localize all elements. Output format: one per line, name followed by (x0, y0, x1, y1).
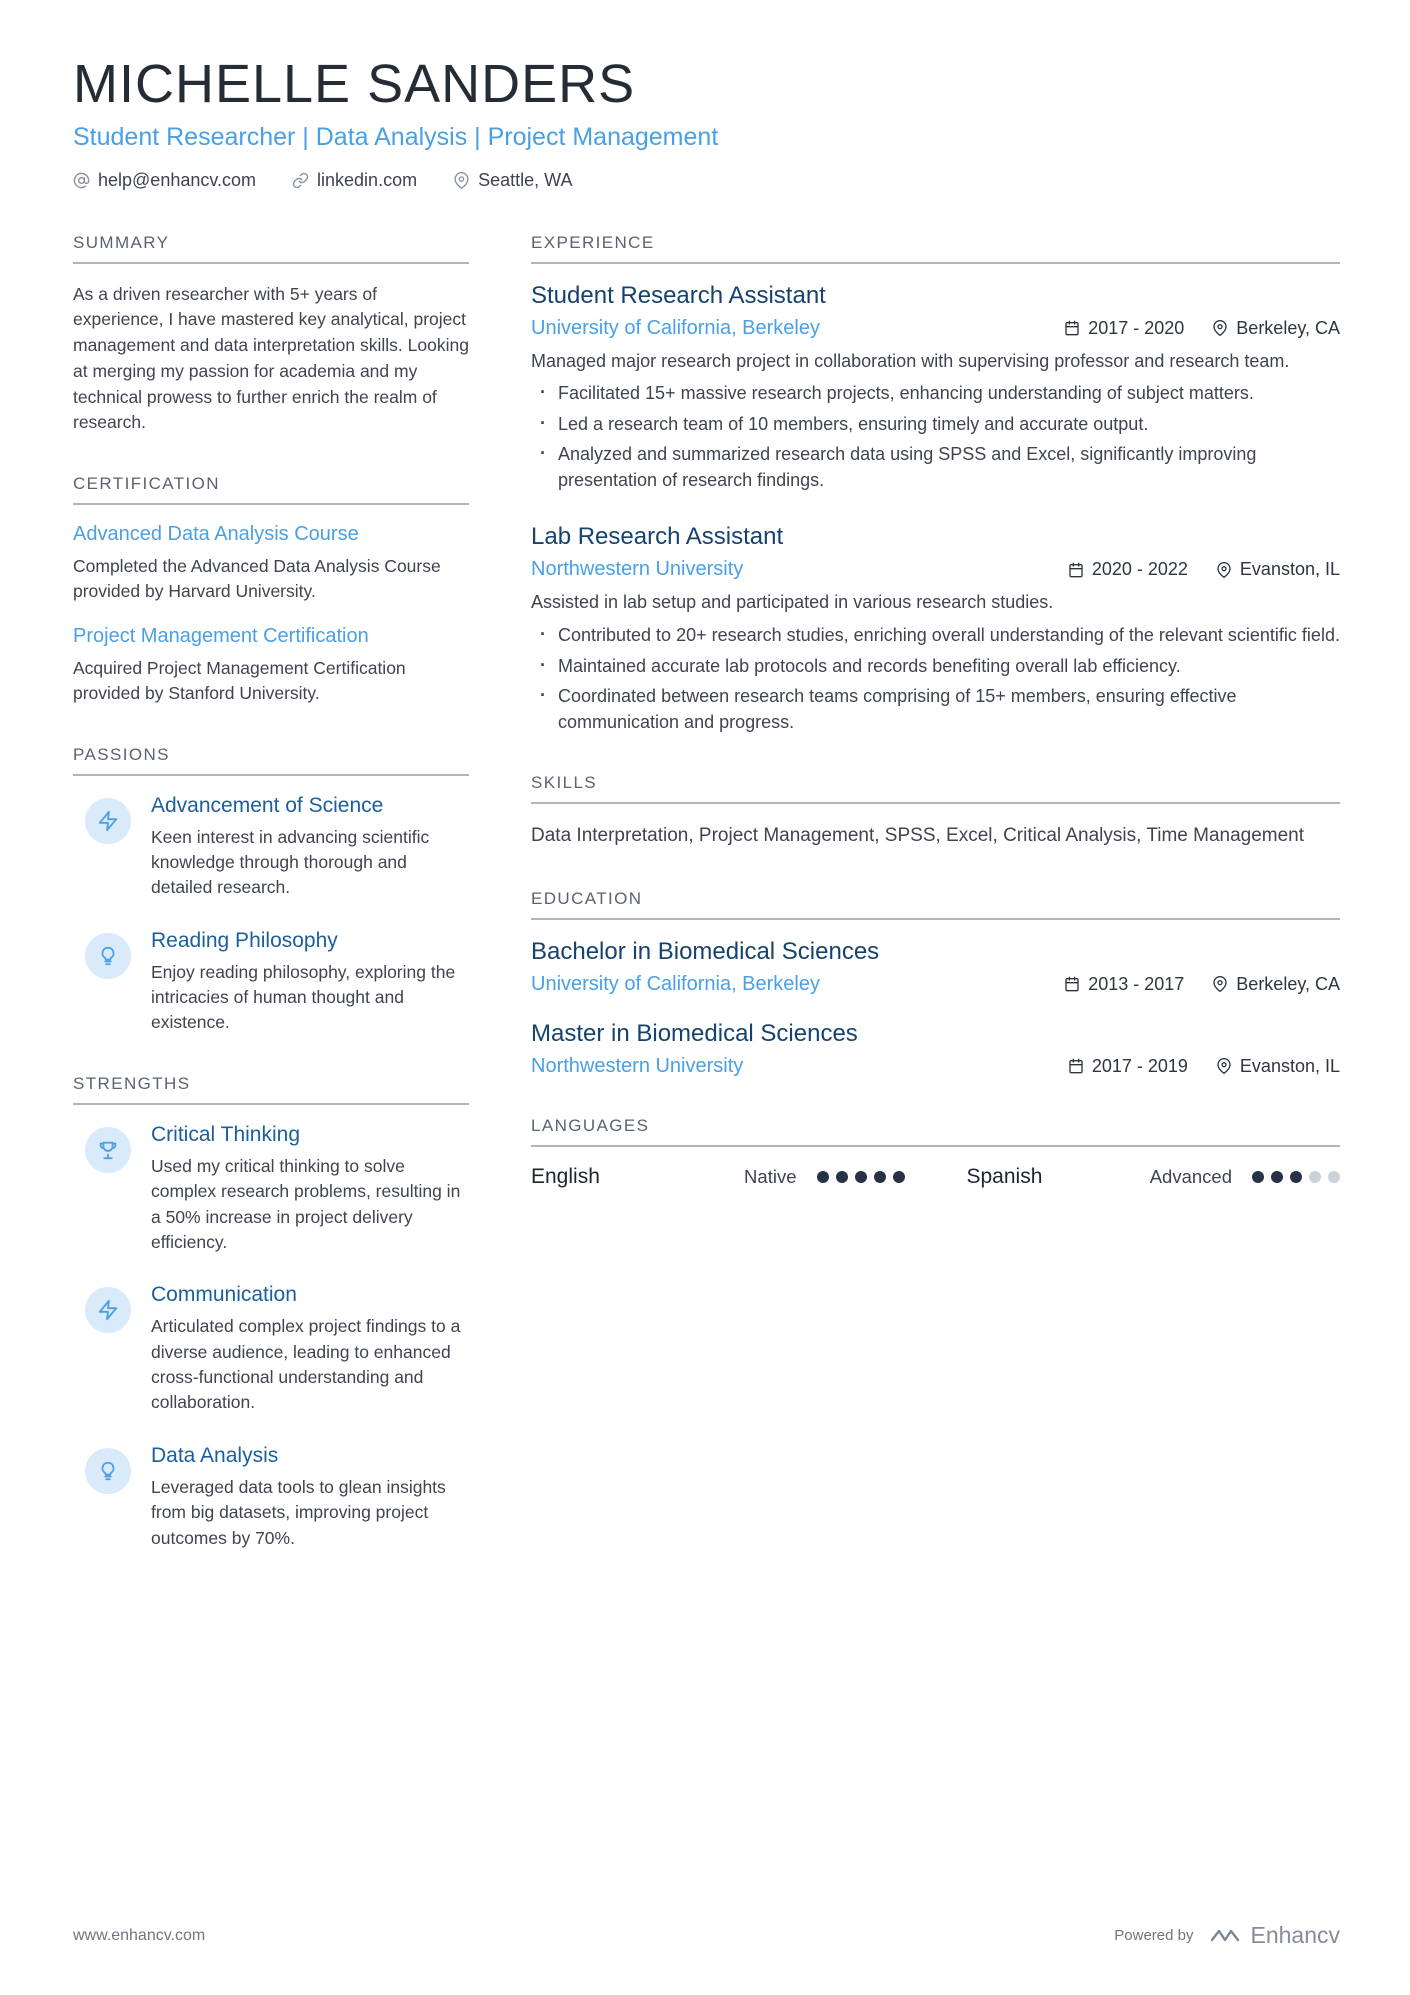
certification-heading: CERTIFICATION (73, 474, 469, 505)
certification-item (73, 523, 469, 605)
strength-description: Articulated complex project findings to a diverse audience, leading to enhanced cross-functional understanding and collaboration. (151, 1316, 461, 1413)
strength-title: Critical Thinking (151, 1122, 300, 1146)
skills-list: Data Interpretation, Project Management, SPSS, Excel, Critical Analysis, Time Management (531, 825, 1305, 847)
strengths-heading: STRENGTHS (73, 1074, 469, 1105)
language-level: Advanced (1149, 1165, 1232, 1187)
skills-heading: SKILLS (531, 773, 1340, 804)
language-dots (1252, 1171, 1340, 1183)
person-headline: Student Researcher | Data Analysis | Project Management (73, 122, 719, 151)
contact-row (73, 170, 1340, 191)
certification-description: Completed the Advanced Data Analysis Course provided by Harvard University. (73, 556, 441, 602)
language-level: Native (744, 1165, 797, 1187)
education-meta-row (531, 973, 1340, 996)
passion-title: Reading Philosophy (151, 928, 338, 952)
lightning-icon (85, 798, 131, 844)
right-column (531, 233, 1340, 1589)
linkedin-link[interactable] (292, 170, 417, 191)
email-link[interactable] (73, 170, 256, 191)
job-location: Evanston, IL (1216, 559, 1340, 580)
location-item (453, 170, 572, 191)
languages-section (531, 1116, 1340, 1189)
bulb-icon (85, 933, 131, 979)
powered-by (1114, 1922, 1340, 1949)
experience-heading: EXPERIENCE (531, 233, 1340, 264)
passions-heading: PASSIONS (73, 745, 469, 776)
lightning-icon (85, 1287, 131, 1333)
job-dates: 2020 - 2022 (1068, 559, 1188, 580)
calendar-icon (1064, 320, 1080, 336)
page-footer (73, 1922, 1340, 1949)
location-text: Seattle, WA (478, 169, 573, 190)
strength-description: Leveraged data tools to glean insights from big datasets, improving project outcomes by 70%. (151, 1476, 446, 1548)
job-dates: 2017 - 2020 (1064, 318, 1184, 339)
job-meta (1064, 318, 1340, 339)
experience-entry (531, 282, 1340, 494)
language-rating (744, 1166, 904, 1188)
link-icon (292, 172, 309, 189)
education-location: Evanston, IL (1216, 1056, 1340, 1077)
language-name: English (531, 1164, 600, 1188)
powered-by-label: Powered by (1114, 1927, 1194, 1944)
education-dates: 2013 - 2017 (1064, 974, 1184, 995)
passion-item (73, 929, 469, 1036)
education-section (531, 889, 1340, 1078)
passion-description: Keen interest in advancing scientific knowledge through thorough and detailed research. (151, 826, 430, 898)
job-summary: Managed major research project in collaboration with supervising professor and research team. (531, 350, 1290, 371)
job-company: University of California, Berkeley (531, 316, 820, 339)
calendar-icon (1068, 562, 1084, 578)
certification-item (73, 625, 469, 707)
enhancv-logo[interactable] (1209, 1922, 1340, 1949)
experience-section (531, 233, 1340, 735)
calendar-icon (1068, 1058, 1084, 1074)
strength-description: Used my critical thinking to solve complex research problems, resulting in a 50% increase in project delivery efficiency. (151, 1155, 461, 1252)
school-name: University of California, Berkeley (531, 972, 820, 995)
job-bullets (531, 623, 1340, 735)
strengths-section (73, 1074, 469, 1551)
summary-text: As a driven researcher with 5+ years of experience, I have mastered key analytical, project management and data interpretation skills. Looking at merging my passion for academia and my technical prowess to further enrich the realm of research. (73, 283, 469, 433)
job-company: Northwestern University (531, 558, 744, 581)
education-meta (1064, 974, 1340, 995)
summary-section (73, 233, 469, 436)
degree-title: Bachelor in Biomedical Sciences (531, 937, 880, 965)
job-bullet: · Maintained accurate lab protocols and records benefiting overall lab efficiency. (531, 654, 1340, 680)
location-icon (1216, 562, 1232, 578)
job-bullet: · Facilitated 15+ massive research projects, enhancing understanding of subject matters. (531, 381, 1340, 407)
language-row (531, 1165, 1340, 1189)
job-title: Student Research Assistant (531, 281, 826, 309)
job-bullet: · Contributed to 20+ research studies, enriching overall understanding of the relevant scientific field. (531, 623, 1340, 649)
calendar-icon (1064, 976, 1080, 992)
languages-heading: LANGUAGES (531, 1116, 1340, 1147)
passion-item (73, 794, 469, 901)
trophy-icon (85, 1127, 131, 1173)
left-column (73, 233, 469, 1589)
passion-description: Enjoy reading philosophy, exploring the intricacies of human thought and existence. (151, 961, 456, 1033)
skills-section (531, 773, 1340, 851)
resume-header (73, 56, 1340, 191)
experience-entry (531, 523, 1340, 735)
job-meta (1068, 559, 1340, 580)
bulb-icon (85, 1448, 131, 1494)
linkedin-text: linkedin.com (317, 169, 418, 190)
resume-body (73, 233, 1340, 1589)
email-text: help@enhancv.com (98, 169, 257, 190)
education-meta-row (531, 1055, 1340, 1078)
job-meta-row (531, 317, 1340, 340)
summary-heading: SUMMARY (73, 233, 469, 264)
degree-title: Master in Biomedical Sciences (531, 1019, 858, 1047)
person-name: MICHELLE SANDERS (73, 54, 636, 114)
strength-title: Data Analysis (151, 1443, 279, 1467)
school-name: Northwestern University (531, 1054, 744, 1077)
language-item (967, 1165, 1341, 1189)
strength-item (73, 1444, 469, 1551)
education-location: Berkeley, CA (1212, 974, 1340, 995)
job-location: Berkeley, CA (1212, 318, 1340, 339)
location-icon (1216, 1058, 1232, 1074)
certification-section (73, 474, 469, 707)
enhancv-logo-icon (1209, 1925, 1241, 1947)
job-bullet: · Led a research team of 10 members, ensuring timely and accurate output. (531, 412, 1340, 438)
certification-title: Project Management Certification (73, 624, 369, 647)
location-icon (453, 172, 470, 189)
enhancv-logo-text: Enhancv (1250, 1922, 1340, 1948)
education-meta (1068, 1056, 1340, 1077)
education-dates: 2017 - 2019 (1068, 1056, 1188, 1077)
strength-item (73, 1283, 469, 1416)
strength-item (73, 1123, 469, 1256)
location-icon (1212, 320, 1228, 336)
language-rating (1150, 1166, 1340, 1188)
education-heading: EDUCATION (531, 889, 1340, 920)
job-title: Lab Research Assistant (531, 523, 784, 551)
certification-description: Acquired Project Management Certification provided by Stanford University. (73, 657, 406, 704)
education-entry (531, 938, 1340, 996)
language-name: Spanish (966, 1164, 1043, 1188)
job-bullet: · Analyzed and summarized research data using SPSS and Excel, significantly improving presentation of research findings. (531, 442, 1340, 493)
at-icon (73, 172, 90, 189)
location-icon (1212, 976, 1228, 992)
passion-title: Advancement of Science (151, 793, 384, 817)
passions-section (73, 745, 469, 1036)
job-meta-row (531, 558, 1340, 581)
job-summary: Assisted in lab setup and participated in various research studies. (531, 592, 1054, 613)
job-bullet: · Coordinated between research teams comprising of 15+ members, ensuring effective communication and progress. (531, 684, 1340, 735)
website-link[interactable]: www.enhancv.com (73, 1926, 206, 1944)
job-bullets (531, 381, 1340, 493)
education-entry (531, 1020, 1340, 1078)
certification-title: Advanced Data Analysis Course (73, 523, 359, 545)
language-dots (817, 1171, 905, 1183)
language-item (531, 1165, 905, 1189)
strength-title: Communication (151, 1283, 297, 1307)
